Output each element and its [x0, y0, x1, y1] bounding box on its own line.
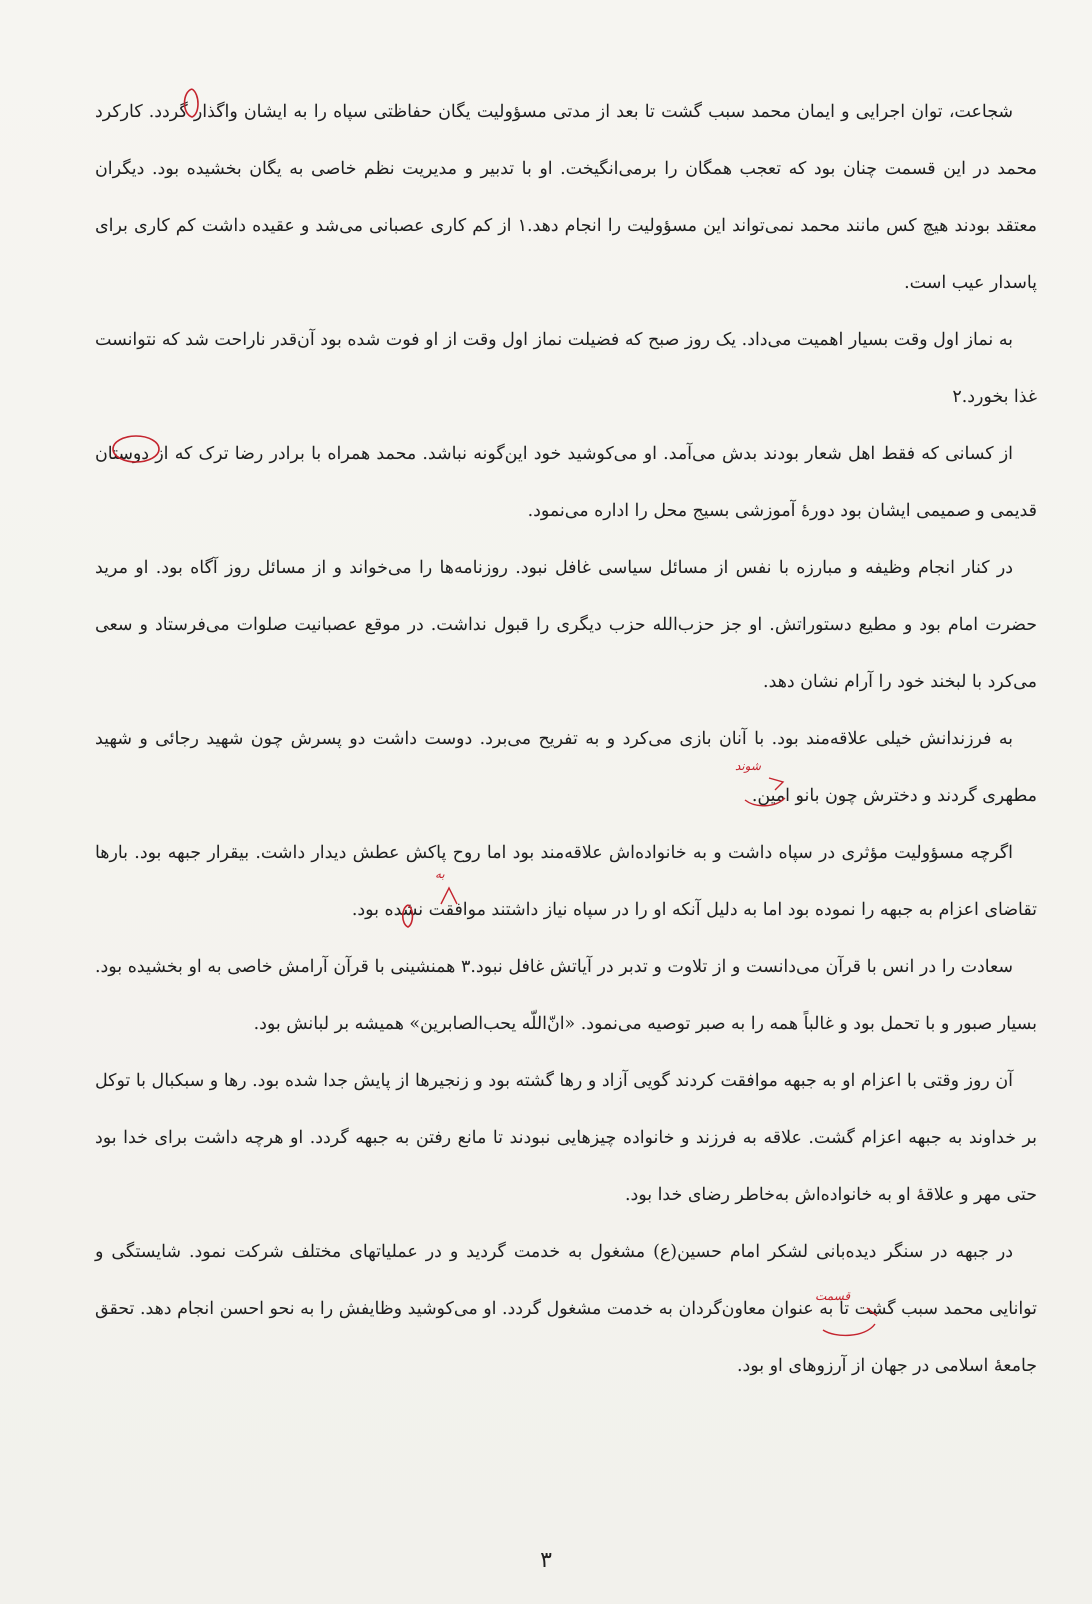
- paragraph-5: به فرزندانش خیلی علاقه‌مند بود. با آنان بازی می‌کرد و به تفریح می‌برد. دوست داشت دو پسرش چون شهید رجائی و شهید مطهری گردند و دخترش چون بانو امین.: [95, 729, 1037, 806]
- text-body: [95, 84, 1037, 1395]
- paragraph-2: به نماز اول وقت بسیار اهمیت می‌داد. یک روز صبح که فضیلت نماز اول وقت از او فوت شده بود آن‌قدر ناراحت شد که نتوانست غذا بخورد.۲: [95, 330, 1037, 407]
- paragraph-7: سعادت را در انس با قرآن می‌دانست و از تلاوت و تدبر در آیاتش غافل نبود.۳ همنشینی با قرآن آرامش خاصی به او بخشیده بود. بسیار صبور و با تحمل بود و غالباً همه را به صبر توصیه می‌نمود. «انّ‌اللّه یحب‌الصابرین» همیشه بر لبانش بود.: [95, 957, 1037, 1034]
- paragraph-8: آن روز وقتی با اعزام او به جبهه موافقت کردند گویی آزاد و رها گشته بود و زنجیرها از پایش جدا شده بود. رها و سبکبال با توکل بر خداوند به جبهه اعزام گشت. علاقه به فرزند و خانواده چیزهایی نبودند تا مانع رفتن به جبهه گردد. او هرچه داشت برای خدا بود حتی مهر و علاقهٔ او به خانواده‌اش به‌خاطر رضای خدا بود.: [95, 1071, 1037, 1205]
- paragraph-3: از کسانی که فقط اهل شعار بودند بدش می‌آمد. او می‌کوشید خود این‌گونه نباشد. محمد همراه با برادر رضا ترک که از دوستان قدیمی و صمیمی ایشان بود دورهٔ آموزشی بسیج محل را اداره می‌نمود.: [95, 444, 1037, 521]
- proof-correction-text-2: به: [435, 867, 445, 881]
- proof-correction-text-3: قسمت: [815, 1289, 851, 1303]
- page-number: ۳: [540, 1548, 552, 1573]
- paragraph-1: شجاعت، توان اجرایی و ایمان محمد سبب گشت تا بعد از مدتی مسؤولیت یگان حفاظتی سپاه را به ایشان واگذار گردد. کارکرد محمد در این قسمت چنان بود که تعجب همگان را برمی‌انگیخت. او با تدبیر و مدیریت نظم خاصی به یگان بخشیده بود. دیگران معتقد بودند هیچ کس مانند محمد نمی‌تواند این مسؤولیت را انجام دهد.۱ از کم کاری عصبانی می‌شد و عقیده داشت کم کاری برای پاسدار عیب است.: [95, 102, 1037, 293]
- paragraph-6: اگرچه مسؤولیت مؤثری در سپاه داشت و به خانواده‌اش علاقه‌مند بود اما روح پاکش عطش دیدار داشت. بیقرار جبهه بود. بارها تقاضای اعزام به جبهه را نموده بود اما به دلیل آنکه او را در سپاه نیاز داشتند موافقت نشده بود.: [95, 843, 1037, 920]
- proof-correction-text-1: شوند: [735, 759, 761, 773]
- paragraph-9: در جبهه در سنگر دیده‌بانی لشکر امام حسین(ع) مشغول به خدمت گردید و در عملیاتهای مختلف شرکت نمود. شایستگی و توانایی محمد سبب گشت تا به عنوان معاون‌گردان به خدمت مشغول گردد. او می‌کوشید وظایفش را به نحو احسن انجام دهد. تحقق جامعهٔ اسلامی در جهان از آرزوهای او بود.: [95, 1242, 1037, 1376]
- paragraph-4: در کنار انجام وظیفه و مبارزه با نفس از مسائل سیاسی غافل نبود. روزنامه‌ها را می‌خواند و از مسائل روز آگاه بود. او مرید حضرت امام بود و مطیع دستوراتش. او جز حزب‌الله حزب دیگری را قبول نداشت. در موقع عصبانیت صلوات می‌فرستاد و سعی می‌کرد با لبخند خود را آرام نشان دهد.: [95, 558, 1037, 692]
